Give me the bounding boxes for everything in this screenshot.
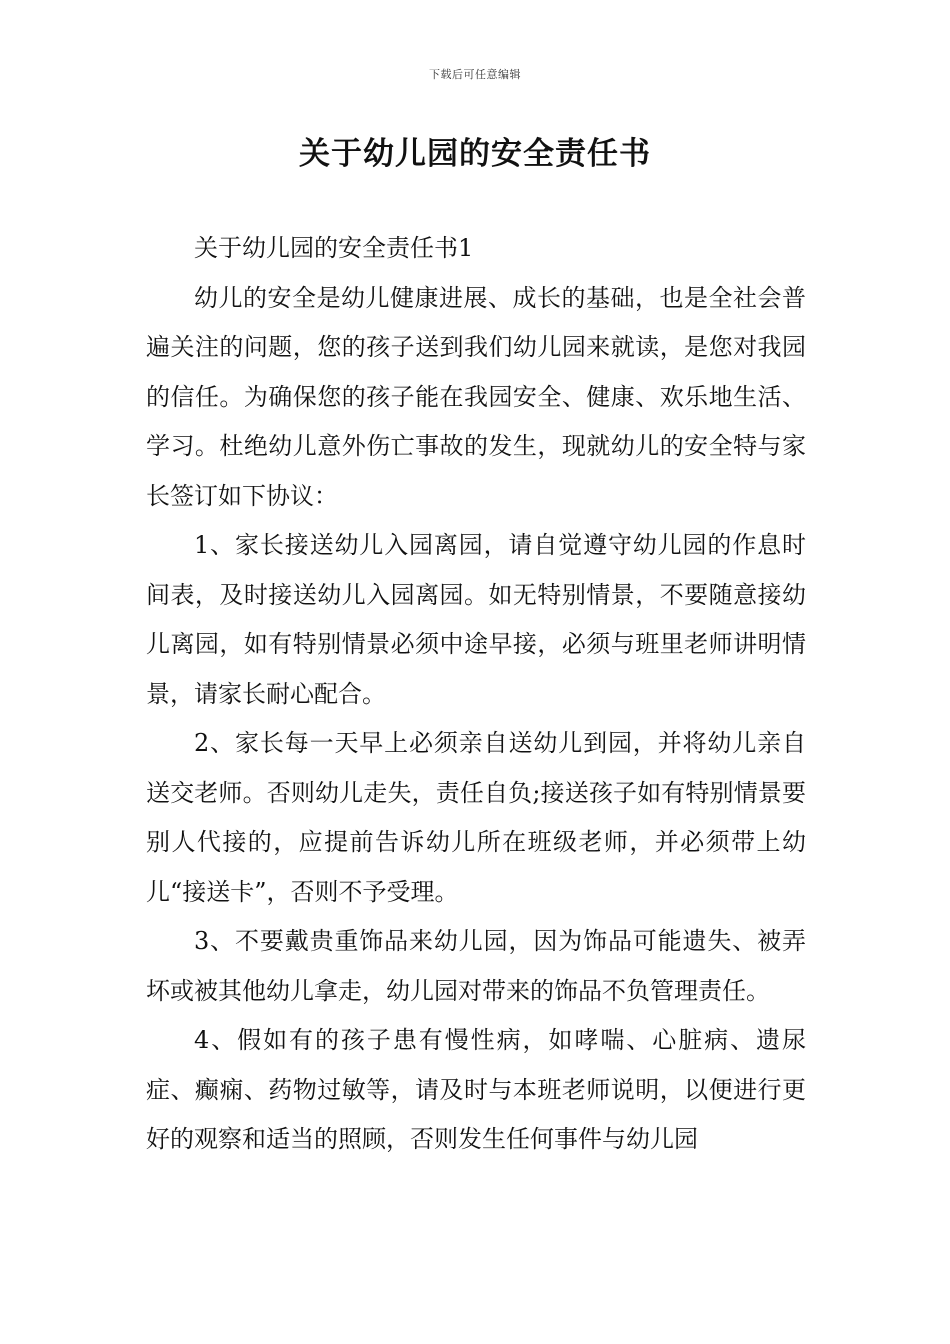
paragraph-subtitle: 关于幼儿园的安全责任书1 (194, 234, 474, 262)
page-title: 关于幼儿园的安全责任书 (299, 136, 651, 172)
paragraph-item-4: 4、假如有的孩子患有慢性病，如哮喘、心脏病、遗尿症、癫痫、药物过敏等，请及时与本班老师说明，以便进行更好的观察和适当的照顾，否则发生任何事件与幼儿园 (146, 1026, 806, 1153)
paragraph-item-2: 2、家长每一天早上必须亲自送幼儿到园，并将幼儿亲自送交老师。否则幼儿走失，责任自负;接送孩子如有特别情景要别人代接的，应提前告诉幼儿所在班级老师，并必须带上幼儿“接送卡”，否则不予受理。 (146, 729, 806, 906)
paragraph-item-3: 3、不要戴贵重饰品来幼儿园，因为饰品可能遗失、被弄坏或被其他幼儿拿走，幼儿园对带来的饰品不负管理责任。 (146, 927, 806, 1005)
document-body (146, 224, 806, 1165)
paragraph-intro: 幼儿的安全是幼儿健康进展、成长的基础，也是全社会普遍关注的问题，您的孩子送到我们幼儿园来就读，是您对我园的信任。为确保您的孩子能在我园安全、健康、欢乐地生活、学习。杜绝幼儿意外伤亡事故的发生，现就幼儿的安全特与家长签订如下协议： (146, 283, 806, 510)
paragraph-item-1: 1、家长接送幼儿入园离园，请自觉遵守幼儿园的作息时间表，及时接送幼儿入园离园。如无特别情景，不要随意接幼儿离园，如有特别情景必须中途早接，必须与班里老师讲明情景，请家长耐心配合。 (146, 531, 806, 708)
header-note: 下载后可任意编辑 (429, 68, 521, 81)
